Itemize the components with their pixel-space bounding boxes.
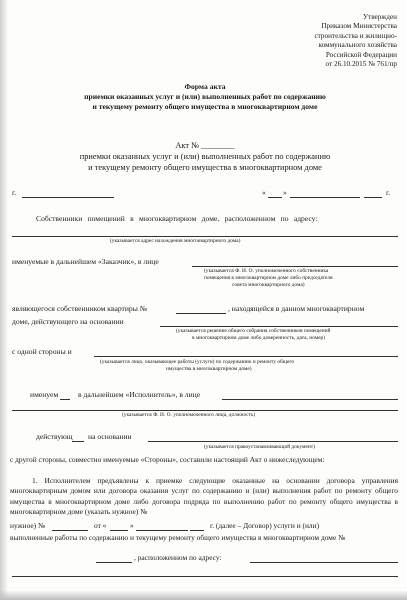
- owners-intro: Собственники помещений в многоквартирном доме, расположенном по адресу:: [36, 214, 318, 223]
- city-prefix: г.: [12, 188, 17, 197]
- owner-label: являющегося собственником квартиры №: [12, 304, 147, 313]
- act-title-line: и текущему ремонту общего имущества в многоквартирном доме: [88, 163, 322, 172]
- clause-1-mid: »: [130, 521, 134, 530]
- one-side-label: с одной стороны и: [12, 347, 72, 356]
- approval-line: Утвержден: [362, 13, 397, 21]
- acting-basis-field[interactable]: [148, 441, 398, 442]
- acting-basis-label: на основании: [88, 432, 132, 441]
- clause-1-tail: [10, 533, 398, 555]
- customer-name-field[interactable]: [192, 266, 398, 267]
- contract-month-field[interactable]: [136, 530, 188, 531]
- contractor-field[interactable]: [94, 356, 398, 357]
- date-month-field[interactable]: [290, 197, 360, 198]
- clause-1-from: от «: [94, 521, 107, 530]
- form-title-line: и текущему ремонту общего имущества в многоквартирном доме: [92, 102, 318, 111]
- page-shadow-bottom: [0, 590, 407, 600]
- clause-1-prefix: нужное) №: [10, 521, 46, 530]
- form-title-line: приемки оказанных услуг и (или) выполненных работ по содержанию: [84, 92, 326, 101]
- contract-year-field[interactable]: [190, 530, 204, 531]
- hint-customer-3: совета многоквартирного дома): [232, 282, 305, 288]
- address-field[interactable]: [12, 236, 398, 237]
- act-number-line: Акт № ________: [175, 141, 235, 150]
- date-year-suffix: г.: [386, 188, 391, 197]
- customer-label: именуемые в дальнейшем «Заказчик», в лице: [12, 257, 159, 266]
- page-shadow-left: [0, 0, 8, 600]
- hint-customer-1: (указывается Ф. И. О. уполномоченного собственника: [204, 268, 329, 274]
- act-title: [40, 140, 370, 173]
- house-number-field[interactable]: [96, 562, 132, 563]
- clause-1-end: , расположенном по адресу:: [134, 553, 222, 562]
- approval-line: Российской Федерации: [325, 50, 397, 59]
- approval-line: строительства и жилищно-: [314, 31, 397, 40]
- other-side-paragraph: с другой стороны, совместно именуемые «Стороны», составили настоящий Акт о нижеследующем:: [10, 455, 325, 464]
- clause-address-field-2[interactable]: [12, 576, 398, 577]
- hint-document: (указывается правоустанавливающий документ): [204, 444, 315, 450]
- date-quote-open: «: [262, 188, 266, 197]
- owner-label-2: , находящейся в данном многоквартирном: [228, 304, 365, 313]
- hint-customer-2: помещения в многоквартирном доме либо председателя: [204, 275, 333, 281]
- hint-basis-2: в многоквартирном доме либо доверенность, дата, номер): [192, 335, 325, 341]
- clause-1-after: г. (далее – Договор) услуги и (или): [210, 521, 320, 530]
- hint-contractor-1: (указывается лицо, оказывающее работы (услуги) по содержанию и ремонту общего: [100, 359, 295, 365]
- approval-line: Приказом Министерства: [321, 22, 397, 31]
- executor-name-field[interactable]: [222, 399, 398, 400]
- named-ending-field[interactable]: [60, 399, 70, 400]
- contract-number-field[interactable]: [52, 530, 88, 531]
- form-title: [60, 82, 350, 112]
- hint-address: (указывается адрес нахождения многоквартирного дома): [110, 238, 241, 244]
- form-title-line: Форма акта: [184, 82, 226, 91]
- date-day-field[interactable]: [268, 197, 282, 198]
- clause-1-text: 1. Исполнителем предъявлены к приемке следующие оказанные на основании договора управления многоквартирным домом или договора оказания услуг по содержанию и (или) выполнения работ по ремонту общего имущества в многоквартирном доме либо договора подряда по выполнению работ по ремонту общего имущества в многоквартирном доме (указать нужное) №: [10, 476, 398, 517]
- hint-basis-1: (указывается решение общего собрания собственников помещений: [176, 328, 331, 334]
- executor-name-field-2[interactable]: [12, 410, 398, 411]
- date-quote-close: »: [283, 188, 287, 197]
- clause-address-field[interactable]: [250, 562, 398, 563]
- date-year-field[interactable]: [364, 197, 382, 198]
- apartment-number-field[interactable]: [176, 313, 226, 314]
- acting-label: действующ: [36, 432, 73, 441]
- acting-ending-field[interactable]: [72, 441, 84, 442]
- hint-person: (указывается Ф. И. О. уполномоченного лица, должность): [122, 412, 256, 418]
- hint-contractor-2: имущества в многоквартирном доме): [166, 366, 252, 372]
- executor-label: в дальнейшем «Исполнитель», в лице: [78, 390, 201, 399]
- clause-1-tail-text: выполненные работы по содержанию и текущему ремонту общего имущества в многоквартирном доме №: [10, 533, 346, 542]
- named-label: именуем: [30, 390, 59, 399]
- basis-field[interactable]: [160, 326, 398, 327]
- approval-line: коммунального хозяйства: [318, 41, 397, 50]
- city-field[interactable]: [22, 197, 114, 198]
- contract-day-field[interactable]: [110, 530, 128, 531]
- approval-line: от 26.10.2015 № 761/пр: [325, 60, 397, 69]
- basis-label: доме, действующего на основании: [12, 317, 124, 326]
- approval-stamp-text: [267, 13, 397, 69]
- act-title-line: приемки оказанных услуг и (или) выполненных работ по содержанию: [79, 152, 331, 161]
